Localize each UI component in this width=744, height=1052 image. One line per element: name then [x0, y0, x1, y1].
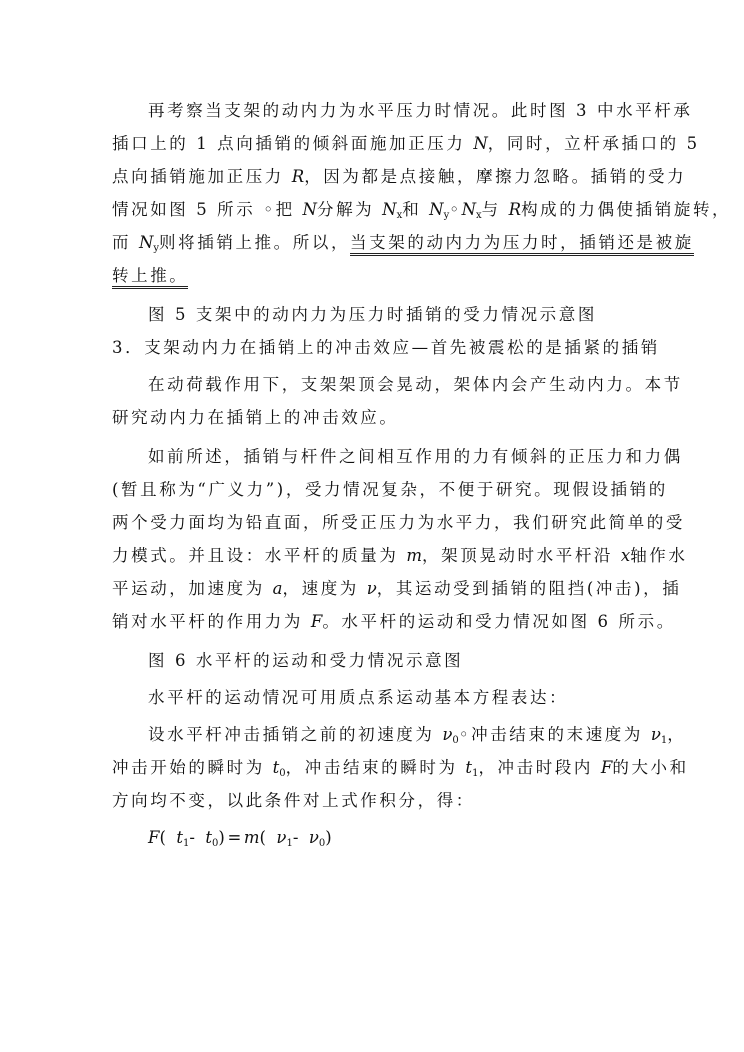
paragraph-motion-equation: 水平杆的运动情况可用质点系运动基本方程表达：	[148, 688, 569, 707]
math-var: N	[429, 200, 444, 219]
underlined-conclusion: 转上推。	[112, 266, 188, 289]
figure-caption-5: 图 5 支架中的动内力为压力时插销的受力情况示意图	[148, 305, 597, 324]
math-var: F	[600, 758, 613, 777]
text-line: 平运动，加速度为 a，速度为 ν，其运动受到插销的阻挡(冲击)，插	[112, 579, 682, 598]
text-line: (暂且称为“广义力”)，受力情况复杂，不便于研究。现假设插销的	[112, 480, 668, 499]
math-var: a	[272, 579, 283, 598]
text-line: 方向均不变，以此条件对上式作积分，得：	[112, 791, 475, 810]
math-var: N	[302, 200, 317, 219]
math-var: ν	[650, 725, 661, 744]
math-var: ν	[366, 579, 377, 598]
text-line: 力模式。并且设：水平杆的质量为 m，架顶晃动时水平杆沿 x轴作水	[112, 546, 688, 565]
math-var: t	[272, 758, 280, 777]
text-line	[112, 259, 640, 292]
figure-caption-6: 图 6 水平杆的运动和受力情况示意图	[148, 651, 464, 670]
text-line: 插口上的 1 点向插销的倾斜面施加正压力 N，同时，立杆承插口的 5	[112, 134, 700, 153]
math-var: N	[461, 200, 477, 219]
text-line: 情况如图 5 所示 ◦把 N分解为 $N_x$和 $N_y◦N_x$与 R构成的力偶使插销旋转，	[112, 200, 732, 221]
text-line: 两个受力面均为铅直面，所受正压力为水平力，我们研究此简单的受	[112, 513, 685, 532]
math-var: N	[473, 134, 488, 153]
paragraph-integration	[112, 718, 689, 817]
paragraph-pressure-case	[112, 94, 732, 292]
text-line: 冲击开始的瞬时为 $t_0$，冲击结束的瞬时为 $t_1$，冲击时段内 F的大小和	[112, 758, 689, 779]
text-line: 在动荷载作用下，支架架顶会晃动，架体内会产生动内力。本节	[148, 375, 683, 394]
math-var: ν	[442, 725, 453, 744]
document-page	[112, 94, 732, 854]
text-line: 点向插销施加正压力 R，因为都是点接触，摩擦力忽略。插销的受力	[112, 167, 687, 186]
text-line: 再考察当支架的动内力为水平压力时情况。此时图 3 中水平杆承	[148, 101, 693, 120]
math-var: x	[620, 546, 631, 565]
math-var: N	[382, 200, 397, 219]
section-heading-3: 3．支架动内力在插销上的冲击效应—首先被震松的是插紧的插销	[112, 338, 660, 357]
text-line: 研究动内力在插销上的冲击效应。	[112, 408, 399, 427]
text-line: 销对水平杆的作用力为 F。水平杆的运动和受力情况如图 6 所示。	[112, 612, 676, 631]
impulse-equation: F( $t_1-$ $t_0)=m$( $\nu_1-$ $\nu_0$)	[148, 828, 335, 849]
math-var: N	[138, 233, 154, 252]
text-line: 如前所述，插销与杆件之间相互作用的力有倾斜的正压力和力偶	[148, 447, 683, 466]
paragraph-simplified-model	[112, 440, 688, 638]
underlined-conclusion: 当支架的动内力为压力时，插销还是被旋	[350, 233, 694, 256]
math-var: R	[291, 167, 305, 186]
math-var: m	[406, 546, 423, 565]
text-line: 而 $N_y$则将插销上推。所以，当支架的动内力为压力时，插销还是被旋	[112, 233, 694, 254]
stray-glyph: ◦	[263, 200, 276, 219]
math-var: R	[508, 200, 522, 219]
paragraph-dynamic-load	[112, 368, 683, 434]
math-var: t	[465, 758, 473, 777]
math-var: F	[310, 612, 323, 631]
stray-glyph: ◦	[449, 200, 462, 219]
text-line: 设水平杆冲击插销之前的初速度为 $\nu_0◦$冲击结束的末速度为 $\nu_1$，	[148, 725, 687, 746]
stray-glyph: ◦	[458, 725, 472, 744]
